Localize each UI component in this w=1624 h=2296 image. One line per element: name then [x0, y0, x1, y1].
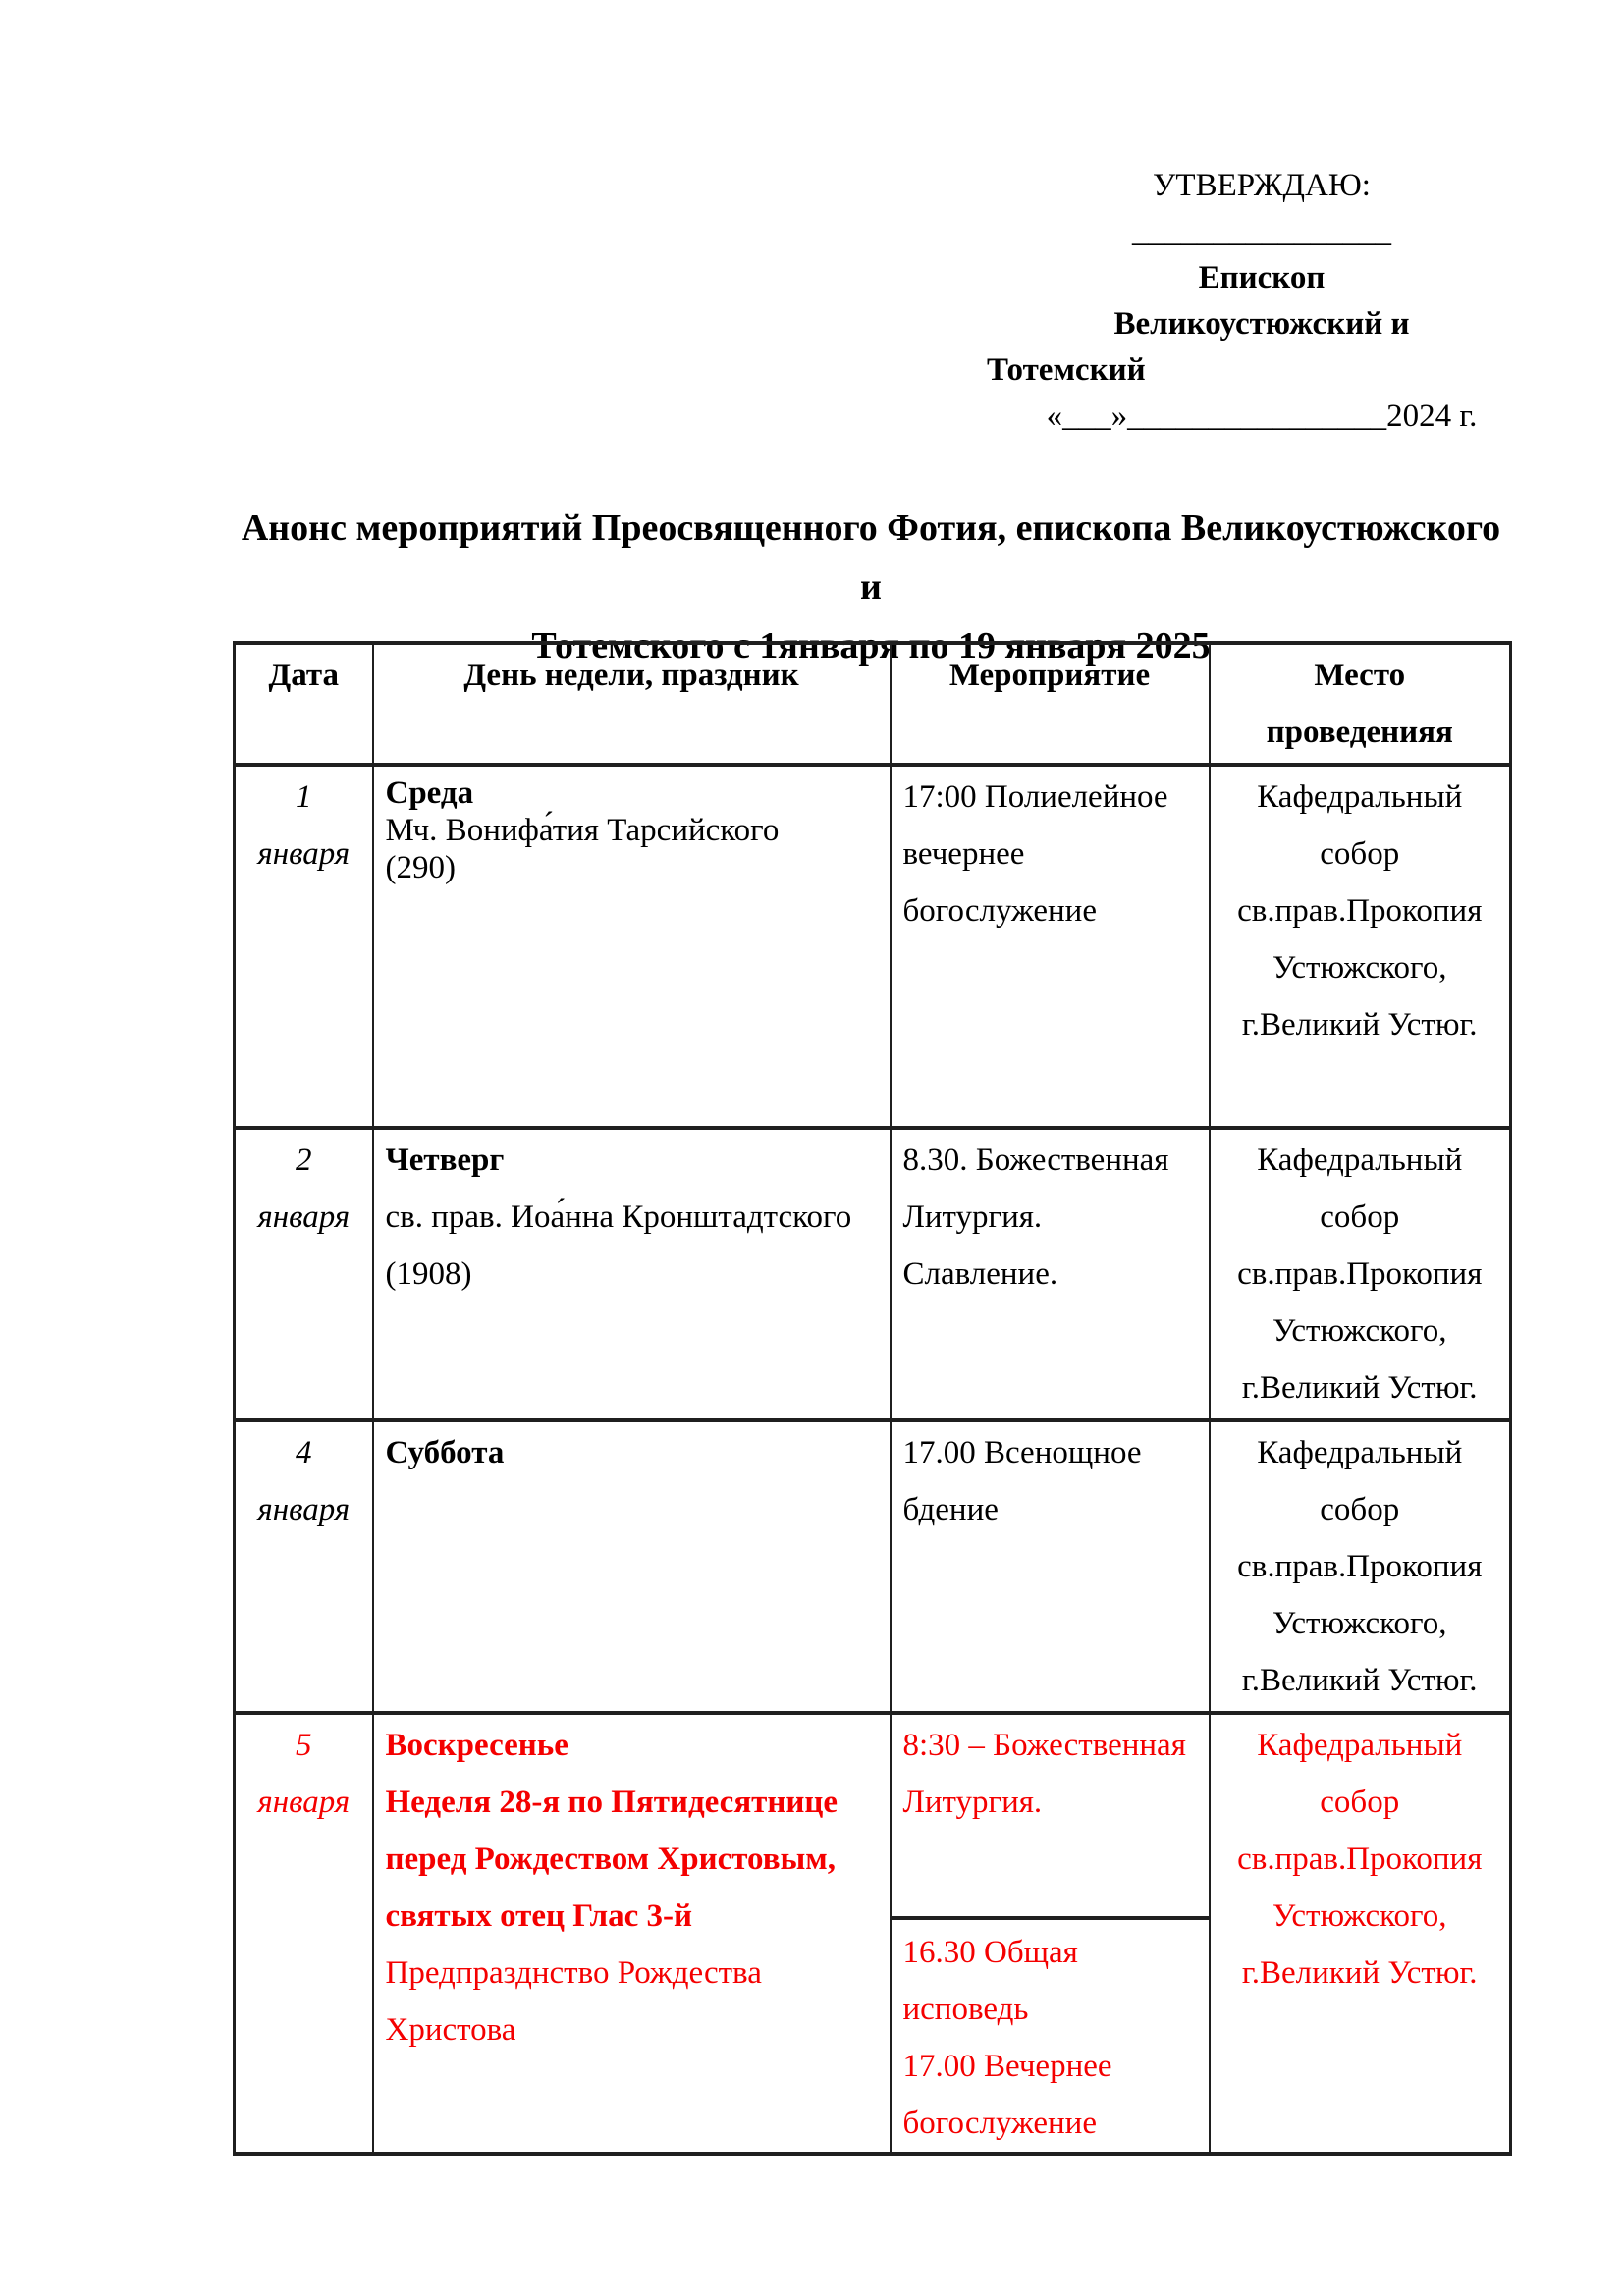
feast-line: святых отец Глас 3-й: [385, 1898, 692, 1934]
cell-date: [235, 1128, 373, 1420]
text-line: св.прав.Прокопия: [1237, 1549, 1483, 1584]
event-subcell-evening: [892, 1920, 1209, 2152]
text-line: Кафедральный: [1257, 779, 1463, 815]
approver-title-line-3: Тотемский: [987, 352, 1146, 388]
text-line: Литургия.: [902, 1785, 1043, 1820]
approver-title-line-1: Епископ: [1198, 260, 1326, 295]
day-name: Среда: [385, 775, 474, 811]
cell-place: [1210, 1128, 1511, 1420]
header-cell-date: Дата: [235, 643, 373, 765]
approval-block: [987, 163, 1537, 440]
header-cell-day: День недели, праздник: [373, 643, 891, 765]
feast-line: Неделя 28-я по Пятидесятнице: [385, 1785, 839, 1820]
approver-title-line-2: Великоустюжский и: [1113, 306, 1410, 342]
text-line: (1908): [385, 1256, 472, 1292]
text-line: 8.30. Божественная: [902, 1143, 1169, 1178]
date-month: января: [257, 836, 351, 872]
day-name: Воскресенье: [385, 1728, 568, 1763]
cell-date: [235, 765, 373, 1128]
text-line: г.Великий Устюг.: [1241, 1370, 1478, 1406]
cell-place: [1210, 1713, 1511, 2154]
document-title-line-2: Тотемского с 1января по 19 января 2025: [531, 625, 1211, 667]
table-row-jan2: [235, 1128, 1511, 1420]
cell-event: [891, 1420, 1210, 1713]
text-line: Устюжского,: [1272, 950, 1447, 986]
cell-date: [235, 1420, 373, 1713]
cell-day: [373, 1420, 891, 1713]
approval-date-line: «___»________________2024 г.: [1046, 399, 1478, 434]
text-line: собор: [1320, 1200, 1400, 1235]
text-line: св. прав. Иоа́нна Кронштадтского: [385, 1200, 852, 1235]
day-name: Суббота: [385, 1435, 505, 1470]
cell-day: [373, 1713, 891, 2154]
text-line: собор: [1320, 1785, 1400, 1820]
header-place-line-2: проведенияя: [1266, 715, 1453, 750]
text-line: Кафедральный: [1257, 1728, 1463, 1763]
text-line: Славление.: [902, 1256, 1058, 1292]
text-line: г.Великий Устюг.: [1241, 1663, 1478, 1698]
text-line: св.прав.Прокопия: [1237, 1842, 1483, 1877]
document-title-line-1: Анонс мероприятий Преосвященного Фотия, епископа Великоустюжского и: [241, 507, 1501, 608]
text-line: Устюжского,: [1272, 1313, 1447, 1349]
text-line: 17.00 Всенощное: [902, 1435, 1142, 1470]
text-line: Мч. Вонифа́тия Тарсийского: [385, 813, 780, 848]
feast-line: перед Рождеством Христовым,: [385, 1842, 837, 1877]
text-line: Кафедральный: [1257, 1143, 1463, 1178]
date-number: 2: [296, 1143, 312, 1178]
text-line: Литургия.: [902, 1200, 1043, 1235]
text-line: Христова: [385, 2012, 516, 2048]
text-line: Устюжского,: [1272, 1606, 1447, 1641]
cell-date: [235, 1713, 373, 2154]
text-line: собор: [1320, 1492, 1400, 1527]
cell-day: [373, 765, 891, 1128]
text-line: св.прав.Прокопия: [1237, 893, 1483, 929]
text-line: богослужение: [902, 893, 1097, 929]
text-line: 8:30 – Божественная: [902, 1728, 1186, 1763]
text-line: св.прав.Прокопия: [1237, 1256, 1483, 1292]
text-line: 16.30 Общая: [902, 1935, 1078, 1970]
table-row-jan1: [235, 765, 1511, 1128]
date-number: 1: [296, 779, 312, 815]
text-line: 17.00 Вечернее: [902, 2049, 1112, 2084]
date-month: января: [257, 1785, 351, 1820]
signature-line: ________________: [1132, 214, 1391, 249]
table-row-jan4: [235, 1420, 1511, 1713]
text-line: исповедь: [902, 1992, 1029, 2027]
date-month: января: [257, 1492, 351, 1527]
schedule-table: [233, 641, 1512, 2156]
approval-heading: УТВЕРЖДАЮ:: [1153, 168, 1371, 203]
cell-event: [891, 1128, 1210, 1420]
text-line: г.Великий Устюг.: [1241, 1007, 1478, 1042]
text-line: бдение: [902, 1492, 999, 1527]
text-line: (290): [385, 850, 456, 885]
text-line: Предпразднство Рождества: [385, 1955, 762, 1991]
event-subcell-morning: [892, 1715, 1209, 1920]
text-line: Устюжского,: [1272, 1898, 1447, 1934]
text-line: г.Великий Устюг.: [1241, 1955, 1478, 1991]
header-place-line-1: Место: [1314, 658, 1406, 693]
text-line: вечернее: [902, 836, 1025, 872]
date-number: 4: [296, 1435, 312, 1470]
text-line: собор: [1320, 836, 1400, 872]
text-line: Кафедральный: [1257, 1435, 1463, 1470]
text-line: богослужение: [902, 2106, 1097, 2141]
cell-event-split: [891, 1713, 1210, 2154]
date-month: января: [257, 1200, 351, 1235]
cell-place: [1210, 1420, 1511, 1713]
cell-day: [373, 1128, 891, 1420]
table-row-jan5: [235, 1713, 1511, 2154]
cell-event: [891, 765, 1210, 1128]
text-line: 17:00 Полиелейное: [902, 779, 1168, 815]
header-cell-place: [1210, 643, 1511, 765]
header-cell-event: Мероприятие: [891, 643, 1210, 765]
day-name: Четверг: [385, 1143, 505, 1178]
table-header-row: [235, 643, 1511, 765]
cell-place: [1210, 765, 1511, 1128]
date-number: 5: [296, 1728, 312, 1763]
